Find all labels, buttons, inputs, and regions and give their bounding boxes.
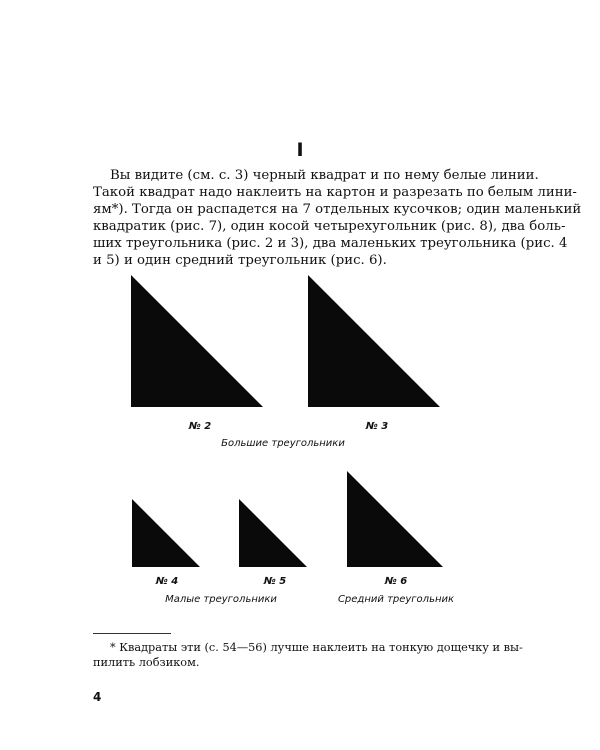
footnote-line: * Квадраты эти (с. 54—56) лучше наклеить на тонкую дощечку и вы- <box>110 641 523 654</box>
small-triangle-5 <box>239 499 307 567</box>
body-line: квадратик (рис. 7), один косой четырехугольник (рис. 8), два боль- <box>93 219 566 234</box>
footnote-line: пилить лобзиком. <box>93 656 200 669</box>
small-triangle-4 <box>132 499 200 567</box>
small-triangles-caption: Малые треугольники <box>165 594 277 605</box>
figure-label-6: № 6 <box>384 576 408 587</box>
figure-label-3: № 3 <box>365 421 389 432</box>
large-triangle-3 <box>308 275 440 407</box>
body-line: Такой квадрат надо наклеить на картон и разрезать по белым лини- <box>93 185 577 200</box>
chapter-numeral: I <box>296 139 304 161</box>
large-triangle-2 <box>131 275 263 407</box>
body-line: ям*). Тогда он распадется на 7 отдельных кусочков; один маленький <box>93 202 582 217</box>
body-line: Вы видите (см. с. 3) черный квадрат и по нему белые линии. <box>110 168 539 183</box>
figure-label-4: № 4 <box>155 576 179 587</box>
figure-label-5: № 5 <box>263 576 287 587</box>
footnote-rule <box>93 633 171 634</box>
medium-triangle-caption: Средний треугольник <box>337 594 455 605</box>
body-line: ших треугольника (рис. 2 и 3), два маленьких треугольника (рис. 4 <box>93 236 568 251</box>
large-triangles-caption: Большие треугольники <box>221 438 345 449</box>
body-line: и 5) и один средний треугольник (рис. 6). <box>93 253 387 268</box>
figure-label-2: № 2 <box>188 421 212 432</box>
page-number: 4 <box>93 690 102 704</box>
medium-triangle-6 <box>347 471 443 567</box>
